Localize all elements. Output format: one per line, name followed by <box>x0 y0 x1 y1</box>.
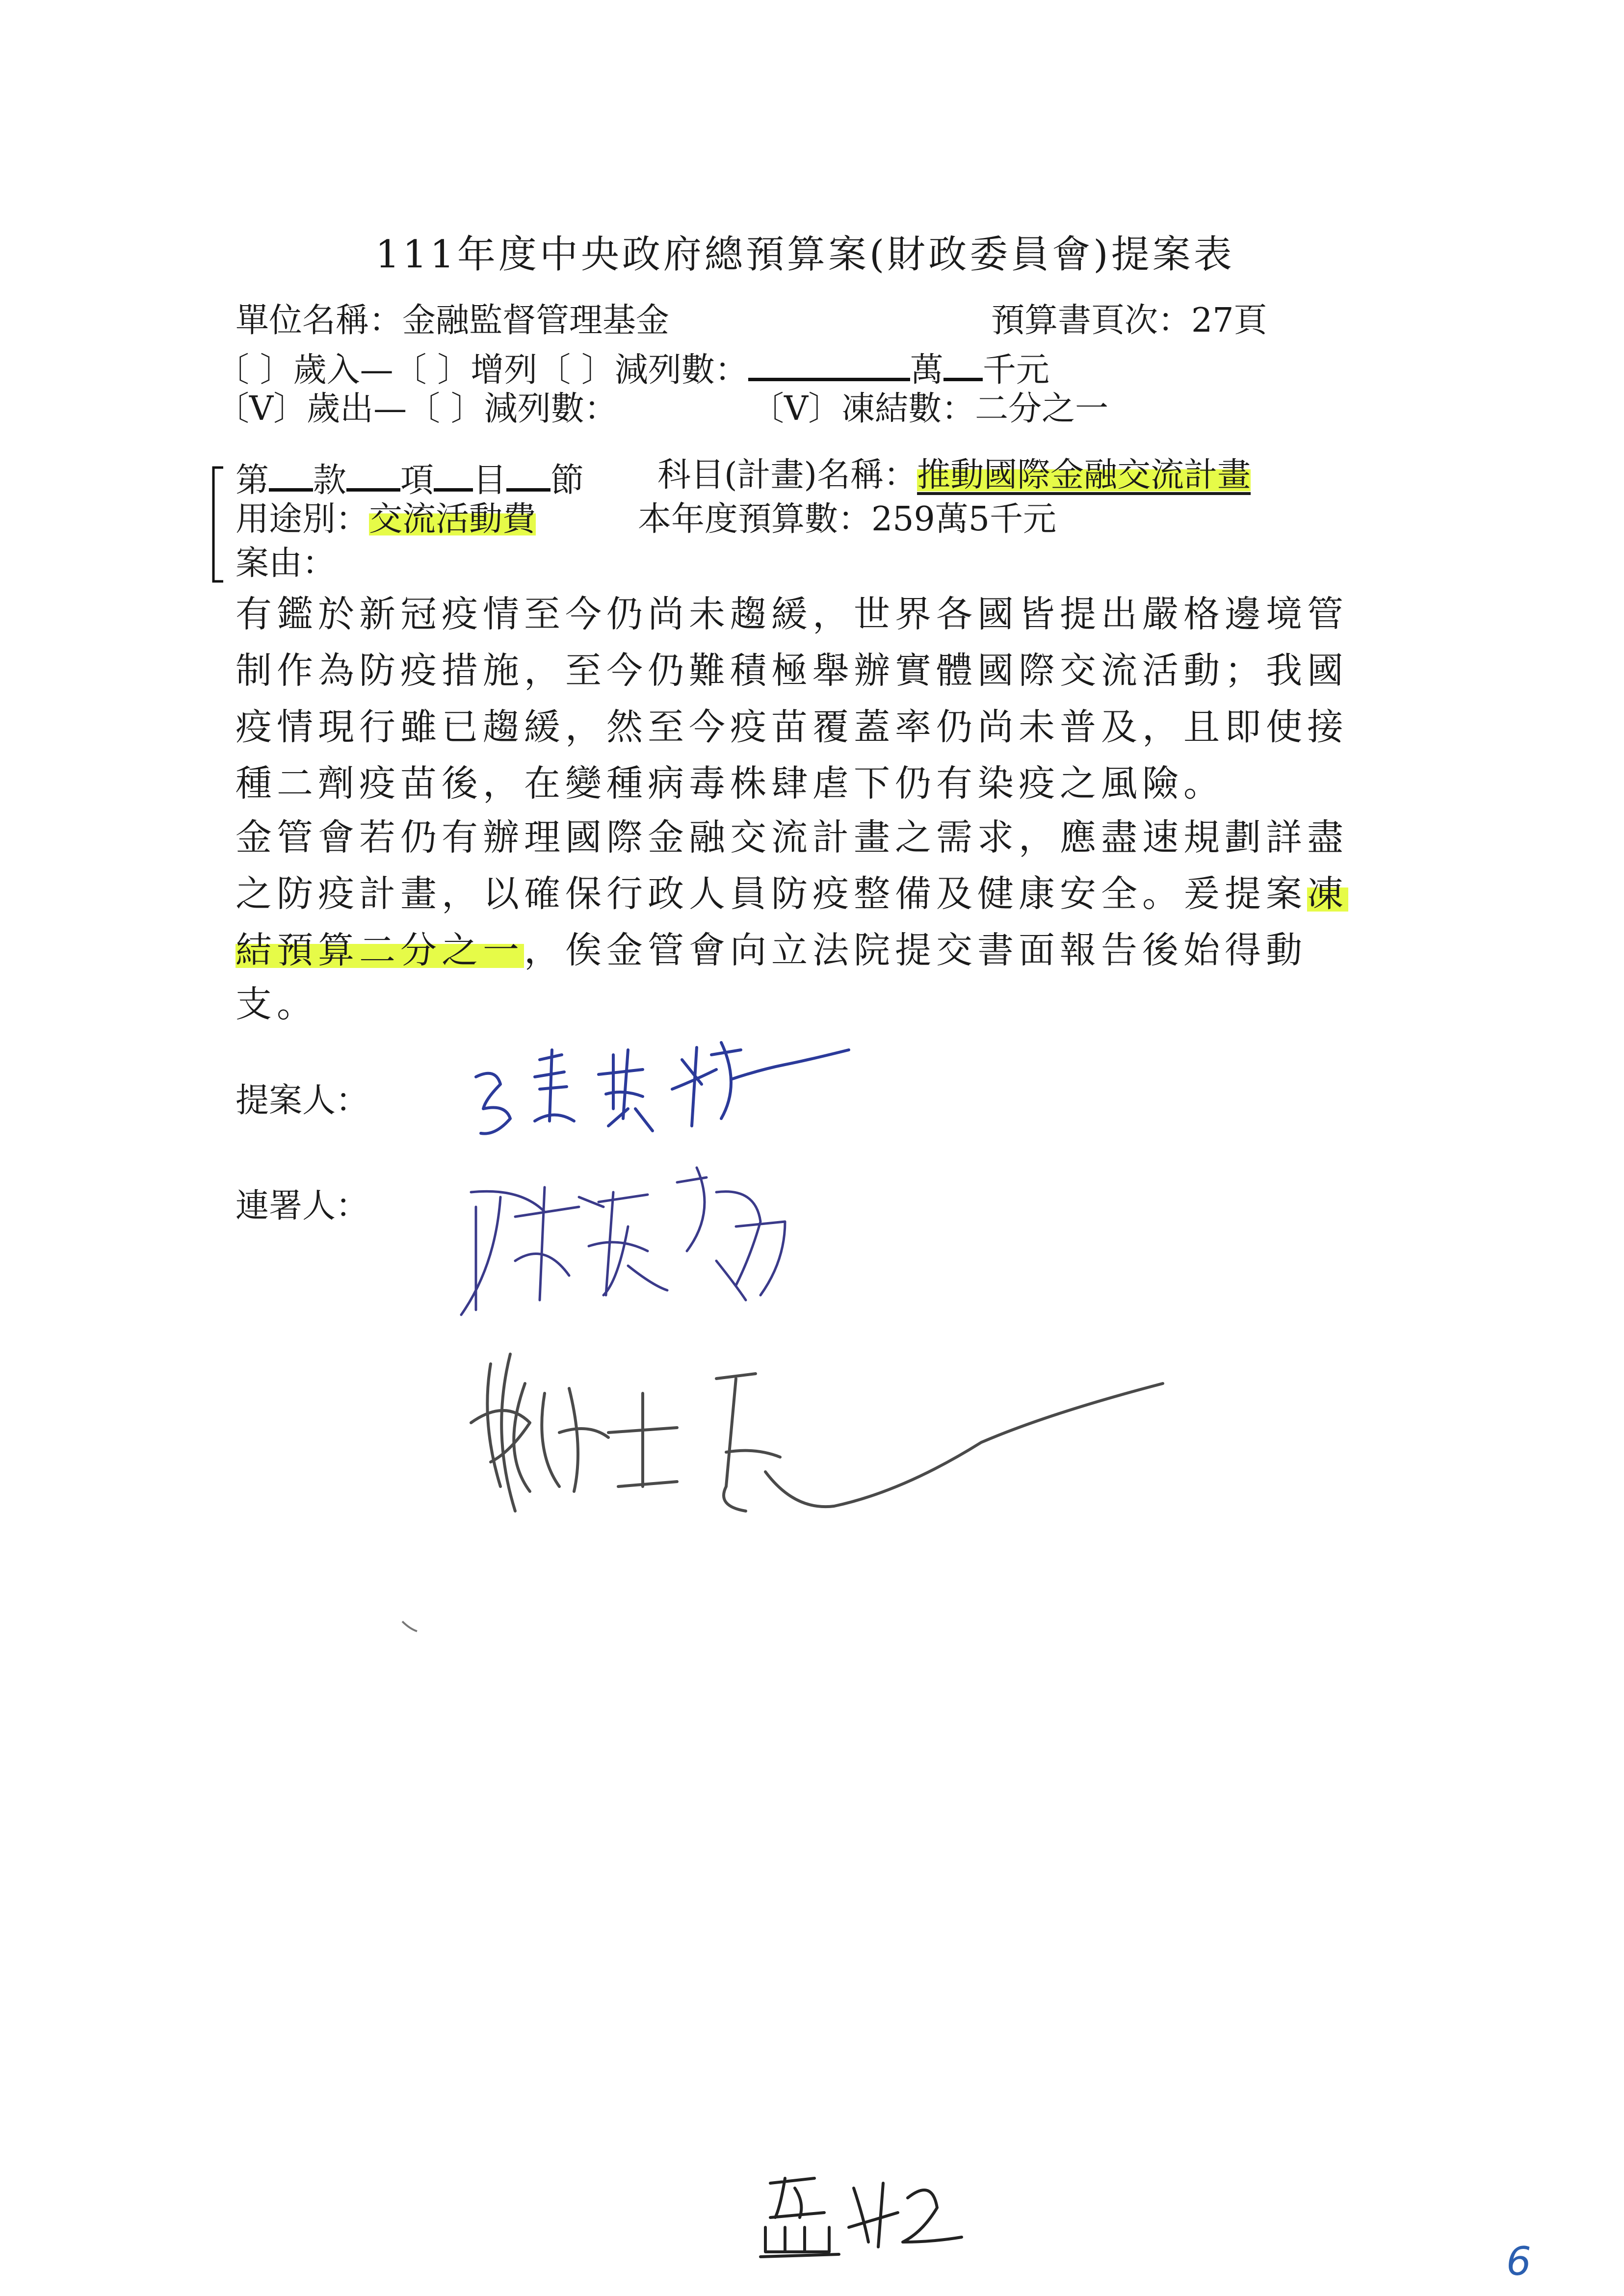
body-line-5: 金管會若仍有辦理國際金融交流計畫之需求，應盡速規劃詳盡 <box>236 816 1348 859</box>
budget-amount: 本年度預算數：259萬5千元 <box>638 500 1057 539</box>
body-line-8: 支。 <box>236 983 318 1025</box>
cosigner1-signature <box>442 1138 824 1334</box>
expenditure-row <box>216 392 618 426</box>
highlight-freeze-half: 結預算二分之一 <box>236 929 524 971</box>
cosigner2-signature <box>461 1325 1187 1560</box>
xiang-label: 項 <box>400 461 434 500</box>
usage-label: 用途別： <box>236 500 369 539</box>
body-line-6-text: 之防疫計畫，以確保行政人員防疫整備及健康安全。爰提案 <box>236 873 1307 915</box>
stray-mark <box>400 1619 419 1634</box>
body-line-3: 疫情現行雖已趨緩，然至今疫苗覆蓋率仍尚未普及，且即使接 <box>236 706 1348 748</box>
footer-stamp <box>756 2168 976 2262</box>
freeze-amount: 〔V〕凍結數：二分之一 <box>751 390 1109 428</box>
body-line-1: 有鑑於新冠疫情至今仍尚未趨緩，世界各國皆提出嚴格邊境管 <box>236 593 1348 635</box>
body-line-2: 制作為防疫措施，至今仍難積極舉辦實體國際交流活動；我國 <box>236 650 1348 692</box>
revenue-options: 〔 〕歲入—〔 〕增列〔 〕減列數： <box>216 351 748 390</box>
blank-kuan <box>269 459 313 492</box>
subject-name: 推動國際金融交流計畫 <box>917 456 1251 495</box>
cosigner-label: 連署人： <box>236 1187 369 1226</box>
mu-label: 目 <box>473 461 507 500</box>
body-line-6 <box>236 873 1348 915</box>
section-bracket <box>209 464 228 586</box>
usage-row <box>236 500 536 539</box>
body-line-7-text: ，俟金管會向立法院提交書面報告後始得動 <box>524 929 1307 971</box>
blank-wan <box>748 348 910 381</box>
jie-label: 節 <box>550 461 584 500</box>
wan-unit: 萬 <box>910 351 943 390</box>
blank-jie <box>506 459 550 492</box>
unit-label: 單位名稱： <box>236 301 403 340</box>
document-title: 111年度中央政府總預算案(財政委員會)提案表 <box>375 233 1235 277</box>
di-label: 第 <box>236 461 269 500</box>
kuan-row <box>236 459 584 500</box>
subject-row <box>657 456 1251 495</box>
blank-qian <box>943 348 983 381</box>
page-number: 6 <box>1506 2239 1531 2284</box>
usage-name: 交流活動費 <box>369 500 536 539</box>
subject-label: 科目(計畫)名稱： <box>657 456 917 495</box>
unit-name: 金融監督管理基金 <box>402 301 670 340</box>
blank-mu <box>434 459 473 492</box>
qian-unit: 千元 <box>982 351 1049 390</box>
page-reference: 預算書頁次：27頁 <box>991 301 1267 340</box>
body-line-7 <box>236 929 1307 971</box>
proposer-signature <box>466 1020 868 1143</box>
kuan-label: 款 <box>313 461 347 500</box>
proposer-label: 提案人： <box>236 1081 369 1120</box>
revenue-row <box>216 348 1049 390</box>
unit-row <box>236 301 670 340</box>
reason-label: 案由： <box>236 544 336 583</box>
body-line-4: 種二劑疫苗後，在變種病毒株肆虐下仍有染疫之風險。 <box>236 762 1225 805</box>
blank-xiang <box>346 459 400 492</box>
expenditure-options: 〔V〕歲出—〔 〕減列數： <box>216 390 618 428</box>
highlight-freeze-start: 凍 <box>1307 873 1348 915</box>
